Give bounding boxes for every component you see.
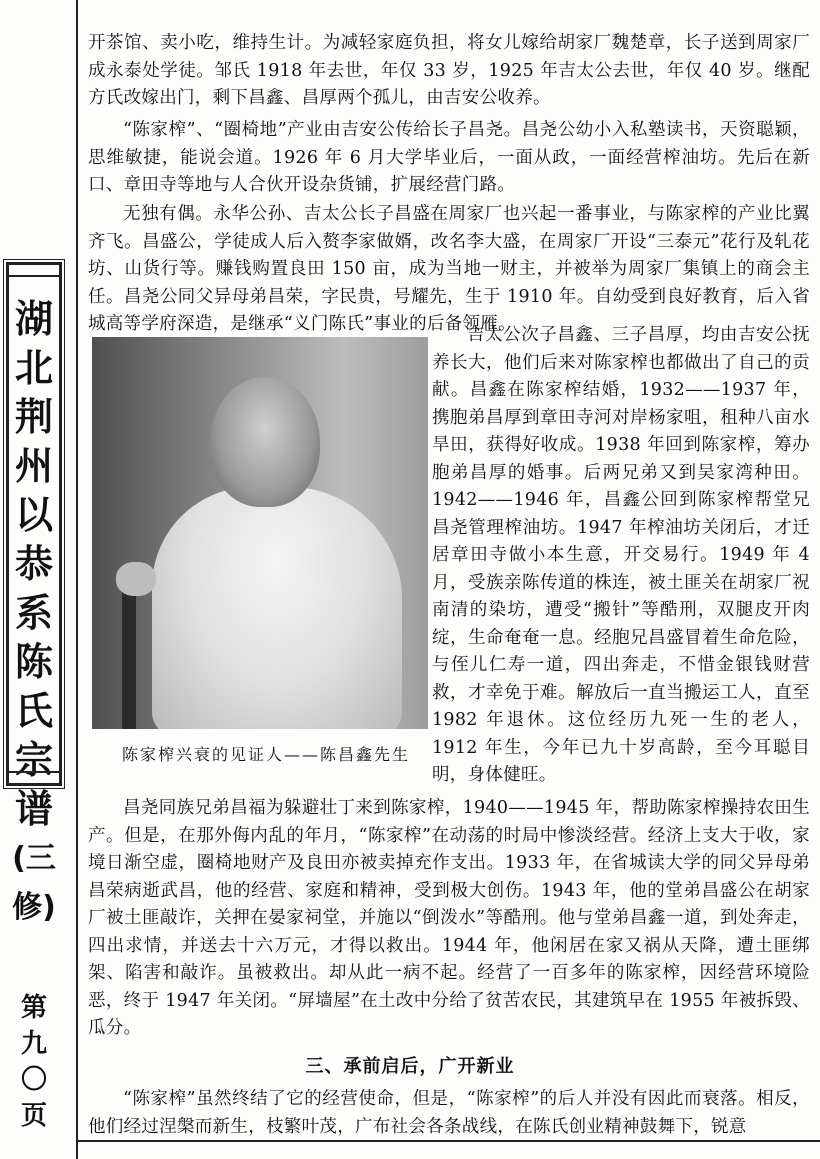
paragraph-beside-photo: 吉太公次子昌鑫、三子昌厚，均由吉安公抚养长大，他们后来对陈家榨也都做出了自己的贡献。昌鑫在陈家榨结婚，1932——1937 年，携胞弟昌厚到章田寺河对岸杨家咀，租种八亩水旱田，获得好收成。1938 年回到陈家榨，筹办胞弟昌厚的婚事。后两兄弟又到吴家湾种田。1942——1946 年，昌鑫公回到陈家榨帮堂兄昌尧管理榨油坊。1947 年榨油坊关闭后，才迁居章田寺做小本生意，开交易行。1949 年 4 月，受族亲陈传道的株连，被土匪关在胡家厂祝南清的染坊，遭受“搬针”等酷刑，双腿皮开肉绽，生命奄奄一息。经胞兄昌盛冒着生命危险，与侄儿仁寿一道，四出奔走，不惜金银钱财营救，才幸免于难。解放后一直当搬运工人，直至 1982 年退休。这位经历九死一生的老人，1912 年生，今年已九十岁高龄，至今耳聪目明，身体健旺。: [432, 325, 810, 785]
book-title-char: 陈: [14, 640, 53, 684]
photo-cane: [122, 577, 136, 729]
title-box-top-rule: [9, 265, 59, 277]
book-title-char: 湖: [14, 297, 53, 341]
book-title: [9, 295, 59, 932]
book-title-char: 系: [14, 591, 53, 635]
portrait-photo: [92, 337, 428, 729]
book-title-char: 州: [14, 444, 53, 488]
book-title-char: 谱: [14, 787, 53, 831]
page-number-char: 〇: [20, 1065, 47, 1095]
page-number-char: 第: [20, 993, 47, 1023]
paragraph: “陈家榨”、“圈椅地”产业由吉安公传给长子昌尧。昌尧公幼小入私塾读书，天资聪颖，思维敏捷，能说会道。1926 年 6 月大学毕业后，一面从政，一面经营榨油坊。先后在新口、章田寺等地与人合伙开设杂货铺，扩展经营门路。: [88, 120, 810, 195]
book-title-char: 以: [14, 493, 53, 537]
photo-figure-head: [210, 377, 320, 507]
book-title-char: 氏: [14, 689, 53, 733]
paragraph: 昌尧同族兄弟昌福为躲避壮丁来到陈家榨，1940——1945 年，帮助陈家榨操持农田生产。但是，在那外侮内乱的年月，“陈家榨”在动荡的时局中惨淡经营。经济上支大于收，家境日渐空虚，圈椅地财产及良田亦被卖掉充作支出。1933 年，在省城读大学的同父异母弟昌荣病逝武昌，他的经营、家庭和精神，受到极大创伤。1943 年，他的堂弟昌盛公在胡家厂被土匪敲诈，关押在晏家祠堂，并施以“倒泼水”等酷刑。他与堂弟昌鑫一道，到处奔走，四出求情，并送去十六万元，才得以救出。1944 年，他闲居在家又祸从天降，遭土匪绑架、陷害和敲诈。虽被救出。却从此一病不起。经营了一百多年的陈家榨，因经营环境险恶，终于 1947 年关闭。“屏墙屋”在土改中分给了贫苦农民，其建筑早在 1955 年被拆毁、瓜分。: [88, 798, 810, 1038]
paragraph: 开茶馆、卖小吃，维持生计。为减轻家庭负担，将女儿嫁给胡家厂魏楚章，长子送到周家厂成永泰处学徒。邹氏 1918 年去世，年仅 33 岁，1925 年吉太公去世，年仅 40 岁。继配方氏改嫁出门，剩下昌鑫、昌厚两个孤儿，由吉安公收养。: [88, 33, 810, 108]
photo-caption: 陈家榨兴衰的见证人——陈昌鑫先生: [122, 745, 411, 764]
page-number-char: 页: [20, 1101, 47, 1131]
book-title-char: 荆: [14, 395, 53, 439]
book-title-box: [6, 262, 62, 925]
paragraph: 无独有偶。永华公孙、吉太公长子昌盛在周家厂也兴起一番事业，与陈家榨的产业比翼齐飞。昌盛公，学徒成人后入赘李家做婿，改名李大盛，在周家厂开设“三泰元”花行及轧花坊、山货行等。赚钱购置良田 150 亩，成为当地一财主，并被举为周家厂集镇上的商会主任。昌尧公同父异母弟昌荣，字民贵，号耀先，生于 1910 年。自幼受到良好教育，后入省城高等学府深造，是继承“义门陈氏”事业的后备领雁。: [88, 204, 810, 334]
left-border-line: [76, 0, 78, 1159]
title-box-bottom-rule: [9, 771, 59, 783]
section-heading: 三、承前启后，广开新业: [305, 1056, 515, 1077]
book-title-char: 宗: [14, 738, 53, 782]
photo-figure-coat: [152, 487, 402, 729]
book-title-char: 恭: [14, 542, 53, 586]
book-title-char: 北: [14, 346, 53, 390]
photo-hand: [116, 562, 156, 596]
book-title-char: (三: [12, 841, 56, 876]
page-number-char: 九: [20, 1029, 47, 1059]
book-title-char: 修): [12, 890, 56, 925]
paragraph: “陈家榨”虽然终结了它的经营使命，但是，“陈家榨”的后人并没有因此而衰落。相反，他们经过涅槃而新生，枝繁叶茂，广布社会各条战线，在陈氏创业精神鼓舞下，锐意: [88, 1089, 810, 1137]
